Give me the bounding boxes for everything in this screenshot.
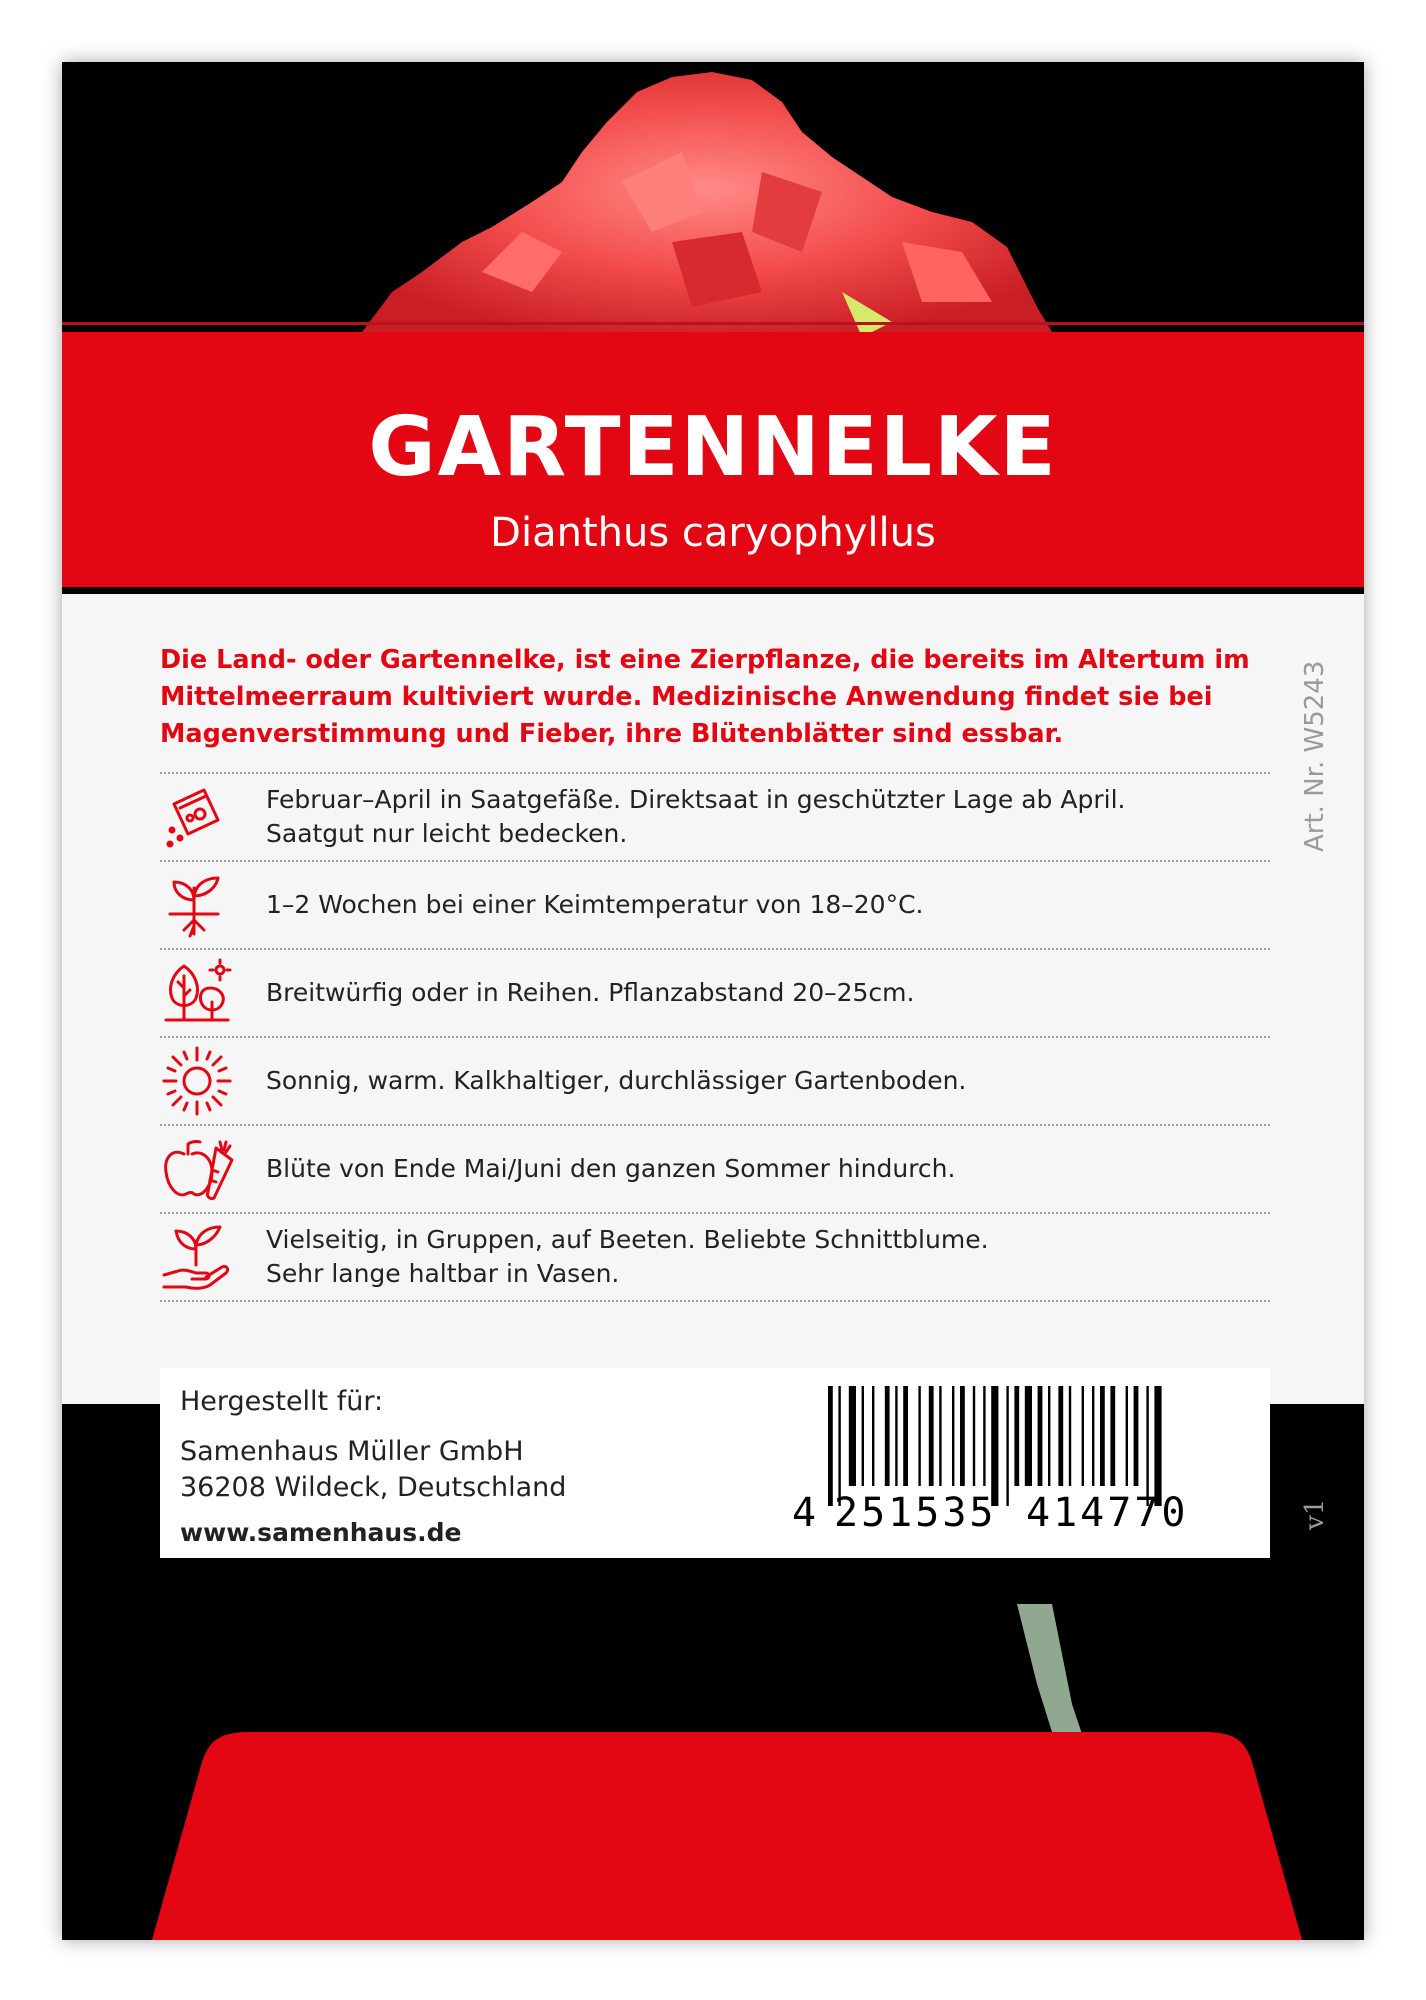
row-germination <box>160 860 1270 948</box>
barcode-bar <box>1048 1386 1050 1486</box>
barcode-bar <box>838 1386 840 1506</box>
barcode-bar <box>1146 1386 1148 1506</box>
manufacturer-label: Hergestellt für: <box>180 1386 384 1417</box>
barcode-bar <box>991 1386 998 1506</box>
seed-packet-icon <box>160 782 230 852</box>
barcode-bar <box>872 1386 874 1486</box>
row-spacing-line1: Breitwürfig oder in Reihen. Pflanzabstand 20–25cm. <box>266 978 915 1007</box>
barcode-bar <box>1110 1386 1115 1486</box>
barcode-bar <box>983 1386 985 1486</box>
barcode-bar <box>862 1386 864 1486</box>
manufacturer-box <box>160 1368 1270 1558</box>
barcode-bar <box>895 1386 897 1486</box>
barcode-bar <box>918 1386 920 1486</box>
manufacturer-company: Samenhaus Müller GmbH <box>180 1436 524 1467</box>
barcode-bar <box>952 1386 954 1486</box>
barcode-bar <box>929 1386 934 1486</box>
barcode-bar <box>849 1386 856 1486</box>
trees-spacing-icon <box>160 958 234 1028</box>
row-sowing <box>160 772 1270 860</box>
barcode-bar <box>960 1386 965 1486</box>
barcode-bar <box>1082 1386 1084 1486</box>
botanical-name: Dianthus caryophyllus <box>490 510 936 556</box>
instruction-list <box>160 772 1270 1302</box>
barcode-bar <box>885 1386 890 1486</box>
manufacturer-address: 36208 Wildeck, Deutschland <box>180 1472 567 1503</box>
title-band <box>62 332 1364 587</box>
barcode-bar <box>1154 1386 1161 1506</box>
barcode-bar <box>1100 1386 1105 1486</box>
version-label: v1 <box>1300 1498 1330 1530</box>
article-number <box>1300 660 1364 852</box>
sun-icon <box>160 1044 234 1118</box>
barcode-bar <box>828 1386 833 1506</box>
bottom-red-tab <box>62 1722 1364 1940</box>
barcode-bar <box>1126 1386 1128 1486</box>
barcode-bar <box>1058 1386 1063 1486</box>
barcode-bar <box>1134 1386 1139 1486</box>
sprout-icon <box>160 870 230 940</box>
row-spacing <box>160 948 1270 1036</box>
row-use-line2: Sehr lange haltbar in Vasen. <box>266 1259 620 1288</box>
intro-text: Die Land- oder Gartennelke, ist eine Zierpflanze, die bereits im Altertum im Mittelmeerraum kultiviert wurde. Medizinische Anwendung findet sie bei Magenverstimmung und Fieber, ihre Blütenblätter sind essbar. <box>160 645 1250 749</box>
barcode-group2: 414770 <box>1026 1490 1189 1536</box>
barcode-bar <box>1069 1386 1071 1486</box>
barcode-bar <box>1014 1386 1019 1486</box>
row-germination-line1: 1–2 Wochen bei einer Keimtemperatur von 18–20°C. <box>266 890 924 919</box>
title-band-top-line <box>62 322 1364 325</box>
manufacturer-website[interactable]: www.samenhaus.de <box>180 1518 462 1547</box>
row-sowing-line1: Februar–April in Saatgefäße. Direktsaat in geschützter Lage ab April. <box>266 785 1126 814</box>
article-number-text: Art. Nr. W5243 <box>1300 660 1330 852</box>
row-location <box>160 1036 1270 1124</box>
row-bloom <box>160 1124 1270 1212</box>
row-bloom-line1: Blüte von Ende Mai/Juni den ganzen Sommer hindurch. <box>266 1154 956 1183</box>
info-panel <box>62 594 1364 1404</box>
row-use <box>160 1212 1270 1302</box>
barcode-bar <box>1092 1386 1094 1486</box>
barcode-bar <box>939 1386 941 1486</box>
row-location-line1: Sonnig, warm. Kalkhaltiger, durchlässiger Gartenboden. <box>266 1066 967 1095</box>
barcode-bar <box>973 1386 975 1486</box>
barcode-group1: 251535 <box>834 1490 997 1536</box>
barcode-bar <box>903 1386 908 1486</box>
seed-packet-back <box>62 62 1364 1940</box>
barcode-first-digit: 4 <box>792 1490 817 1536</box>
ean-barcode <box>792 1386 1220 1536</box>
hand-plant-icon <box>160 1221 236 1293</box>
row-use-line1: Vielseitig, in Gruppen, auf Beeten. Beliebte Schnittblume. <box>266 1225 989 1254</box>
barcode-bar <box>1006 1386 1008 1506</box>
product-title: GARTENNELKE <box>368 400 1058 495</box>
barcode-bar <box>1038 1386 1043 1486</box>
barcode-bar <box>1025 1386 1032 1486</box>
row-sowing-line2: Saatgut nur leicht bedecken. <box>266 819 628 848</box>
apple-carrot-icon <box>160 1134 236 1204</box>
